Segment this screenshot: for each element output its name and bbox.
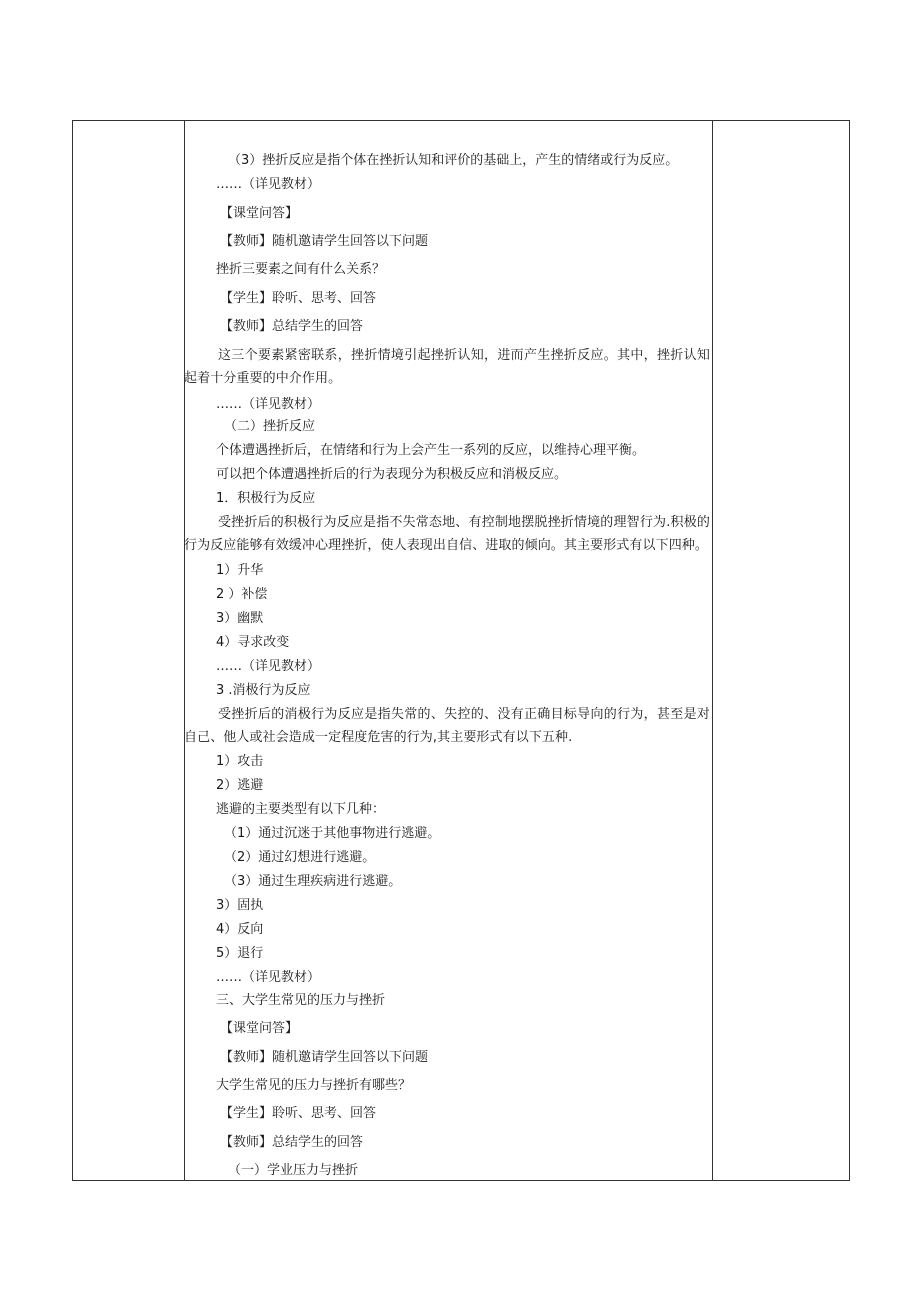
text-line: 个体遭遇挫折后，在情绪和行为上会产生一系列的反应，以维持心理平衡。 <box>216 443 646 458</box>
question-text: 挫折三要素之间有什么关系？ <box>216 262 386 277</box>
list-item: 4）反向 <box>216 922 264 937</box>
text-line: ……（详见教材） <box>216 970 321 985</box>
list-item: （2）通过幻想进行逃避。 <box>224 850 376 865</box>
list-item: 2）逃避 <box>216 778 264 793</box>
paragraph: 受挫折后的积极行为反应是指不失常态地、有控制地摆脱挫折情境的理智行为.积极的行为反应能够有效缓冲心理挫折，使人表现出自信、进取的倾向。其主要形式有以下四种。 <box>184 515 710 553</box>
list-item: 3）幽默 <box>216 611 264 626</box>
question-text: 大学生常见的压力与挫折有哪些？ <box>216 1078 412 1093</box>
section-heading: 三、大学生常见的压力与挫折 <box>216 993 386 1008</box>
list-item: 3）固执 <box>216 898 264 913</box>
text-line: 【教师】随机邀请学生回答以下问题 <box>220 1050 429 1065</box>
list-item: 1）升华 <box>216 563 264 578</box>
list-item: （1）通过沉迷于其他事物进行逃避。 <box>224 826 441 841</box>
list-item: 2 ）补偿 <box>216 587 268 602</box>
list-item: （3）通过生理疾病进行逃避。 <box>224 874 402 889</box>
subsection-heading: 3 .消极行为反应 <box>216 683 311 698</box>
subsection-heading: （二）挫折反应 <box>224 419 316 434</box>
text-line: 【学生】聆听、思考、回答 <box>220 1106 377 1121</box>
list-item: 1）攻击 <box>216 754 264 769</box>
paragraph: 受挫折后的消极行为反应是指失常的、失控的、没有正确目标导向的行为，甚至是对自己、他人或社会造成一定程度危害的行为,其主要形式有以下五种. <box>184 707 710 745</box>
text-line: 逃避的主要类型有以下几种： <box>216 802 386 817</box>
text-line: 可以把个体遭遇挫折后的行为表现分为积极反应和消极反应。 <box>216 467 568 482</box>
lesson-content-cell <box>184 120 710 1181</box>
paragraph: 这三个要素紧密联系，挫折情境引起挫折认知，进而产生挫折反应。其中，挫折认知起着十分重要的中介作用。 <box>184 348 710 386</box>
text-line: 【教师】总结学生的回答 <box>220 1135 364 1150</box>
subsection-heading: （一）学业压力与挫折 <box>228 1163 359 1178</box>
text-line: 【教师】随机邀请学生回答以下问题 <box>220 234 429 249</box>
text-line: ……（详见教材） <box>216 397 321 412</box>
list-item: 5）退行 <box>216 946 264 961</box>
text-line: 【教师】总结学生的回答 <box>220 319 364 334</box>
list-item: 4）寻求改变 <box>216 635 290 650</box>
section-heading: 【课堂问答】 <box>220 1021 299 1036</box>
section-heading: 【课堂问答】 <box>220 206 299 221</box>
text-line: （3）挫折反应是指个体在挫折认知和评价的基础上，产生的情绪或行为反应。 <box>228 153 679 168</box>
text-line: 【学生】聆听、思考、回答 <box>220 291 377 306</box>
text-line: ……（详见教材） <box>216 177 321 192</box>
column-divider-right <box>712 121 713 1180</box>
text-line: ……（详见教材） <box>216 659 321 674</box>
subsection-heading: 1．积极行为反应 <box>216 491 316 506</box>
